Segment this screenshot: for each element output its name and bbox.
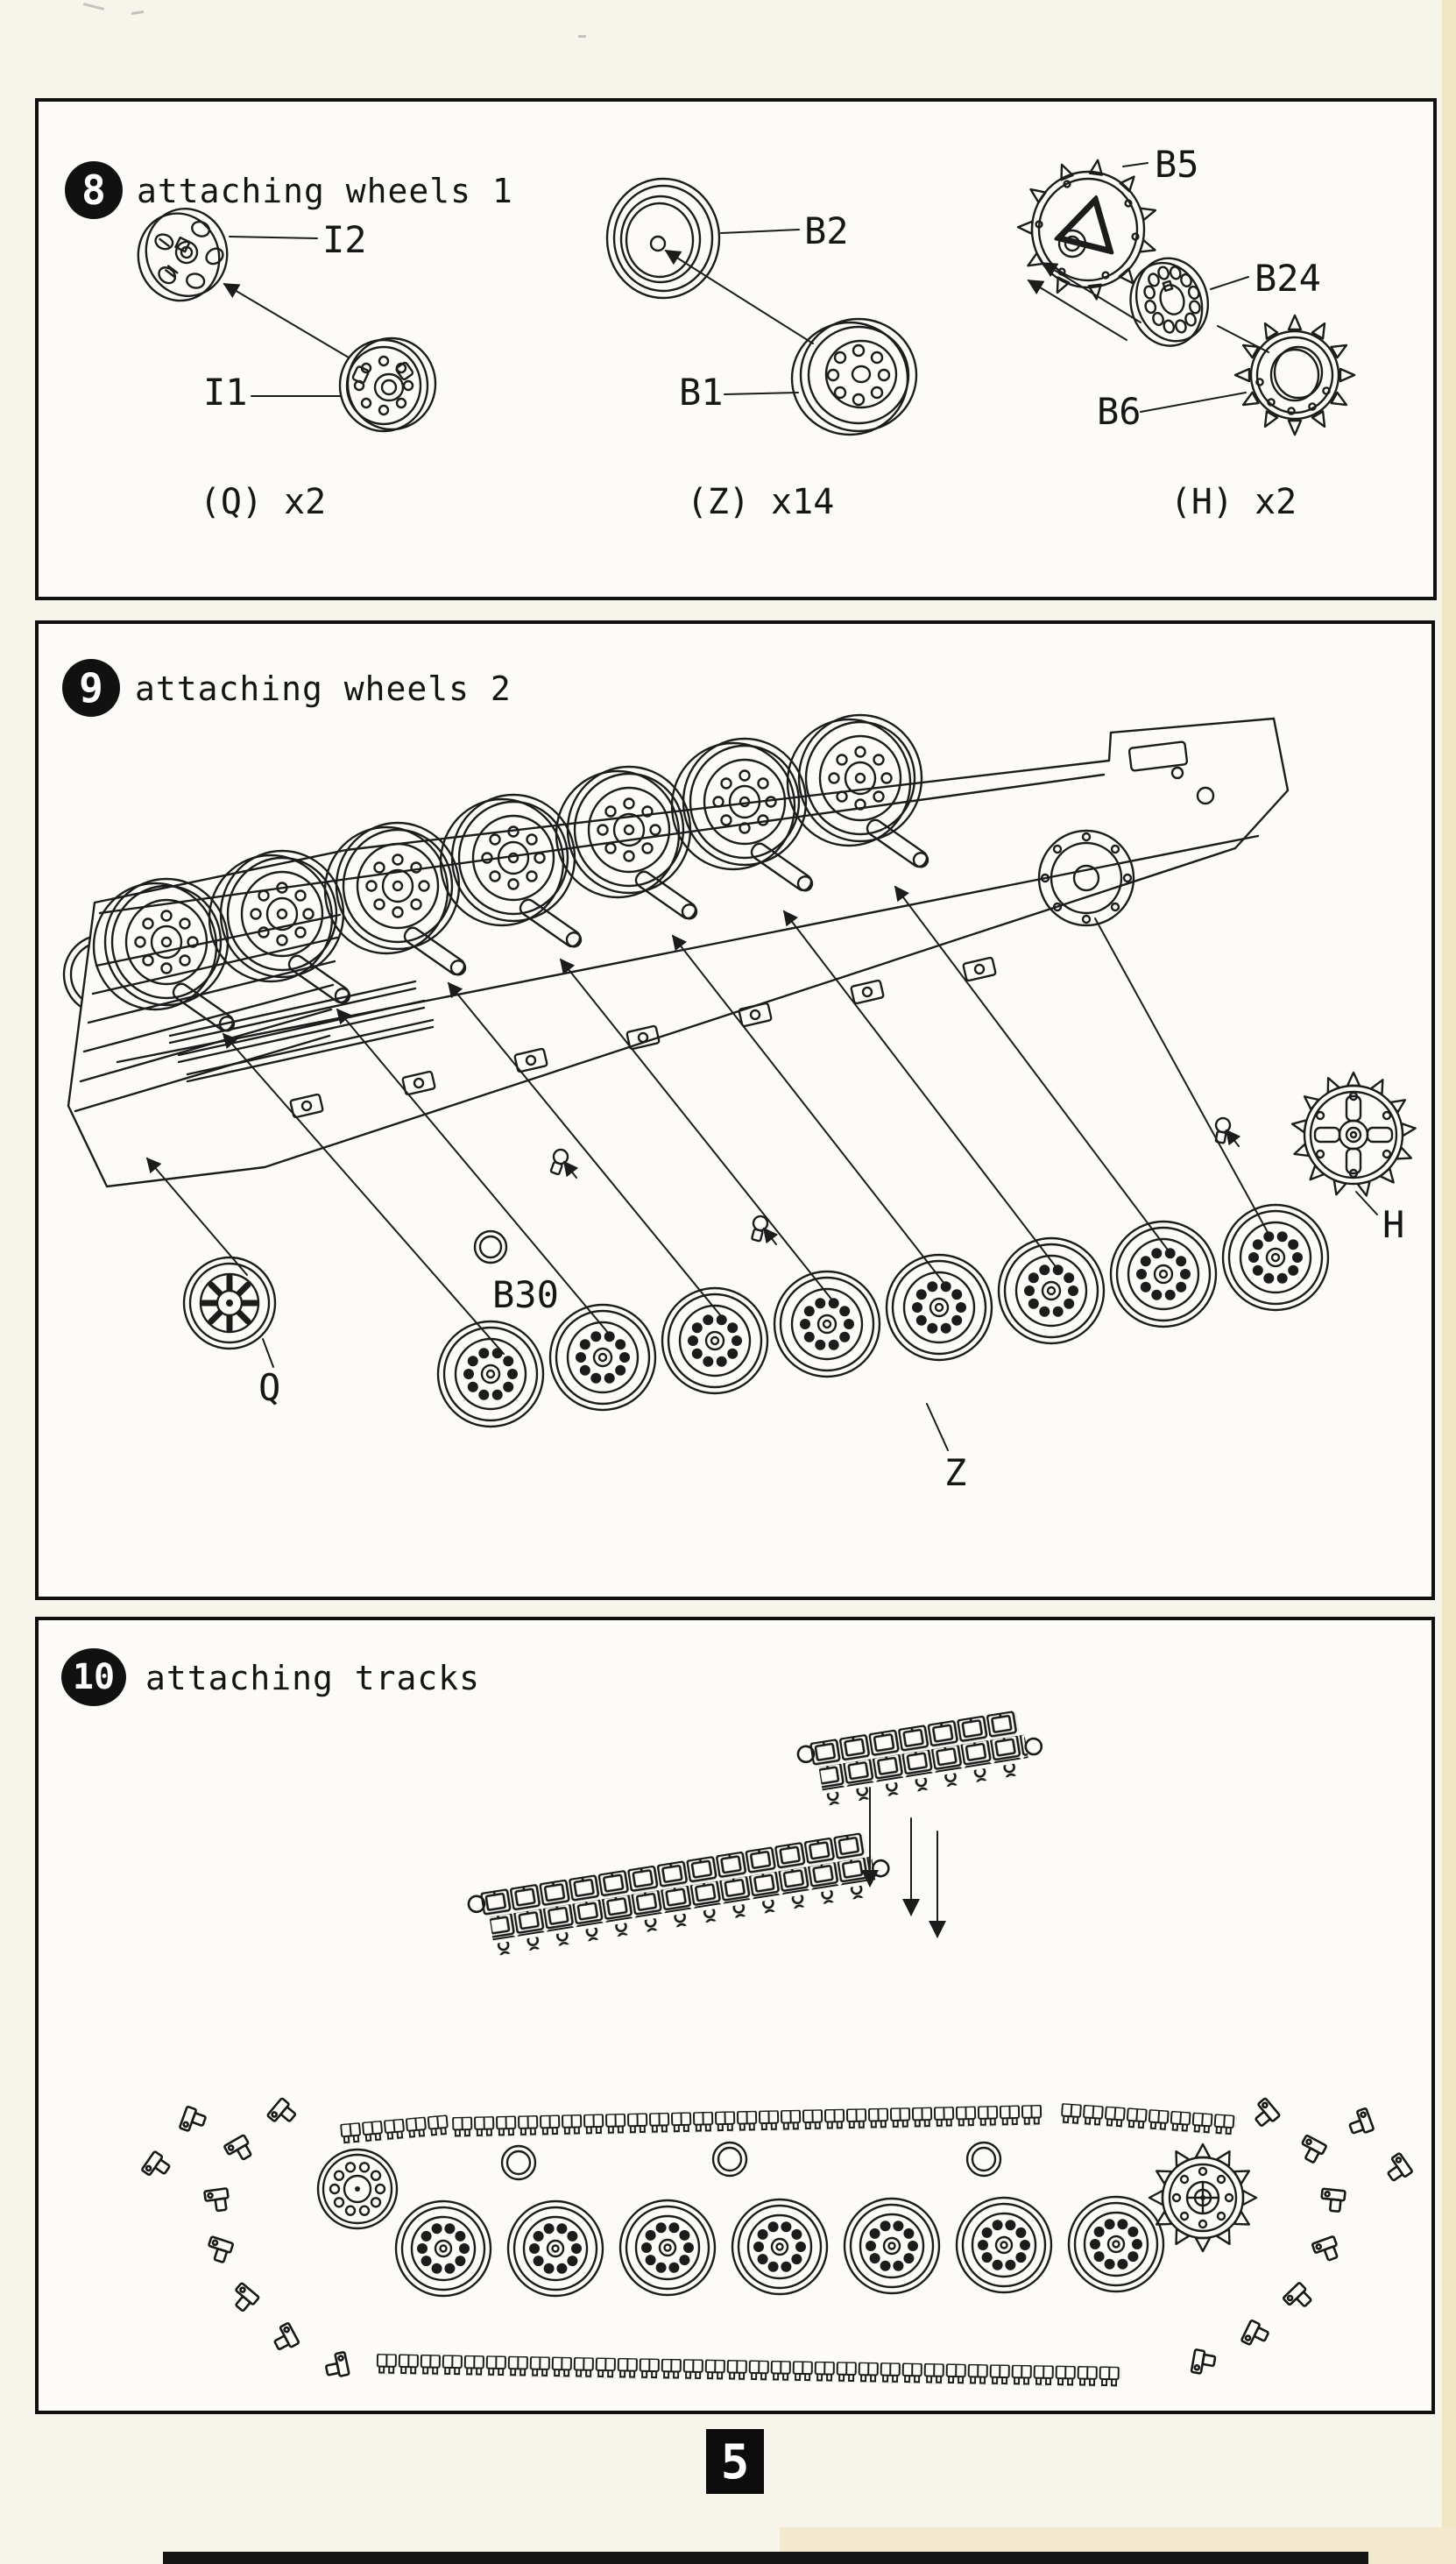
- wheel-b2-drawing: [607, 179, 719, 298]
- small-parts: [548, 1117, 1239, 1244]
- part-label-b1: B1: [679, 371, 724, 414]
- part-label-h: H: [1382, 1203, 1405, 1246]
- drive-sprocket: [1149, 2144, 1256, 2251]
- idler-q-drawing: [184, 1257, 275, 1349]
- caption-z-x14: (Z) x14: [686, 482, 835, 522]
- part-label-b24: B24: [1255, 257, 1321, 300]
- track-run-top: [340, 2103, 1237, 2144]
- assembly-arrow-b2-b1: [666, 251, 813, 344]
- scan-artifact-bottom-edge: [163, 2552, 1368, 2564]
- step-8-panel: [35, 98, 1437, 600]
- hub-cap-i2-drawing: [129, 200, 237, 309]
- scan-speck: [578, 35, 586, 38]
- page-number-badge: 5: [706, 2429, 764, 2494]
- roadwheel-row: [396, 2197, 1163, 2296]
- caption-h-x2: (H) x2: [1170, 482, 1297, 522]
- leader-q: [263, 1339, 273, 1367]
- scan-speck: [83, 3, 104, 11]
- caption-q-x2: (Q) x2: [199, 482, 327, 522]
- return-rollers: [502, 2143, 1000, 2179]
- idler-wheel: [318, 2150, 397, 2228]
- track-run-bottom: [377, 2354, 1121, 2387]
- part-label-z: Z: [944, 1451, 967, 1494]
- sprocket-ring-b6-drawing: [1235, 315, 1354, 435]
- assembly-arrow-i2-i1: [224, 284, 349, 358]
- part-label-b2: B2: [804, 209, 849, 252]
- sprocket-h-drawing: [1291, 1073, 1416, 1197]
- join-arrows: [870, 1788, 937, 1937]
- roadwheel-i1-drawing: [340, 338, 435, 431]
- leader-i2: [230, 237, 317, 238]
- leader-b1: [724, 393, 798, 394]
- step-10-panel: [35, 1617, 1435, 2414]
- part-label-i1: I1: [203, 371, 248, 414]
- leader-b5: [1123, 163, 1148, 166]
- assembly-arrow-b24-b5-b: [1028, 280, 1127, 340]
- step-10-number-badge: 10: [61, 1648, 126, 1706]
- part-label-b6: B6: [1097, 390, 1141, 433]
- part-label-q: Q: [258, 1366, 281, 1409]
- scan-speck: [131, 11, 144, 15]
- part-label-i2: I2: [322, 218, 367, 261]
- part-label-b5: B5: [1155, 143, 1199, 186]
- step-10-diagram: [39, 1620, 1431, 2411]
- part-label-b30: B30: [492, 1273, 559, 1316]
- step-10-title: attaching tracks: [145, 1659, 481, 1697]
- track-segment-lower: [467, 1829, 893, 1958]
- hub-disc-b24-drawing: [1120, 249, 1219, 355]
- leader-b6: [1141, 393, 1246, 412]
- ring-b30-drawing: [475, 1231, 506, 1263]
- step-9-number-badge: 9: [62, 659, 120, 717]
- track-segment-upper: [796, 1707, 1045, 1809]
- step-9-title: attaching wheels 2: [135, 669, 512, 708]
- roadwheel-b1-drawing: [792, 319, 916, 435]
- leader-b24: [1211, 277, 1248, 289]
- lower-roadwheels: [438, 1205, 1328, 1427]
- leader-b2: [721, 230, 799, 233]
- leader-z: [927, 1404, 948, 1450]
- hull-drawing: [68, 719, 1288, 1186]
- step-8-number-badge: 8: [65, 161, 123, 219]
- step-8-diagram: [39, 102, 1433, 597]
- scan-artifact-right-edge: [1442, 0, 1456, 2564]
- step-9-diagram: [39, 624, 1431, 1597]
- step-9-panel: [35, 620, 1435, 1600]
- step-8-title: attaching wheels 1: [137, 172, 513, 210]
